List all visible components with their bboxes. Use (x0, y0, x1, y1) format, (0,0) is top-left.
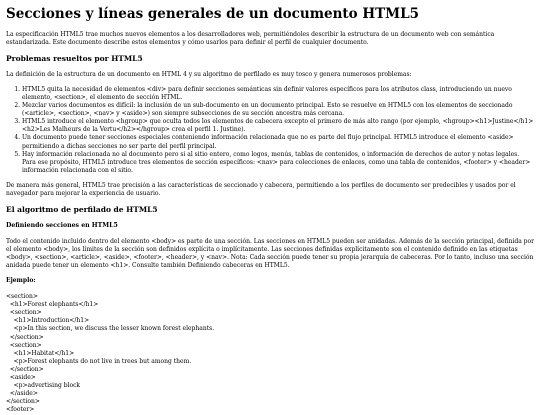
code-line: <p>Forest elephants do not live in trees but among them. (6, 357, 192, 365)
code-line: </section> (6, 365, 44, 373)
code-line: <h1>Habitat</h1> (6, 349, 75, 357)
list-item: 4. Un documento puede tener secciones especiales conteniendo información relacionada que no es parte del flujo principal. HTML5 introduce el elemento <aside> permitiendo a dichas secciones no ser parte del perfil principal. (22, 134, 534, 150)
code-line: <footer> (6, 406, 35, 414)
algorithm-body: Todo el contenido incluido dentro del elemento <body> es parte de una sección. Las secciones en HTML5 pueden ser anidadas. Además de la sección principal, definida por el elemento <body>, los límites de la sección son definidos explícita o implícitamente. Las secciones definidas explícitamente son el contenido definido en las etiquetas <body>, <section>, <article>, <aside>, <footer>, <header>, y <nav>. Nota: Cada sección puede tener su propia jerarquía de cabeceras. Por lo tanto, incluso una sección anidada puede tener un elemento <h1>. Consulte también Definiendo cabeceras en HTML5. (6, 237, 535, 269)
section-heading-algorithm: El algoritmo de perfilado de HTML5 (6, 205, 158, 215)
example-label: Ejemplo: (6, 277, 36, 284)
page-title: Secciones y líneas generales de un documento HTML5 (6, 6, 419, 22)
code-example (6, 293, 534, 414)
intro-paragraph: La especificación HTML5 trae muchos nuevos elementos a los desarrolladores web, permitiéndoles describir la estructura de un documento web con semántica estandarizada. Este documento describe estos elementos y cómo usarlos para definir el perfil de cualquier documento. (6, 30, 495, 46)
code-line: <h1>Introduction</h1> (6, 317, 90, 325)
problems-closing: De manera más general, HTML5 trae precisión a las características de seccionado y cabecera, permitiendo a los perfiles de documento ser predecibles y usados por el navegador para mejorar la experiencia de usuario. (6, 181, 516, 198)
section-heading-problems: Problemas resueltos por HTML5 (6, 53, 143, 63)
list-item: 2. Mezclar varios documentos es difícil: la inclusión de un sub-documento en un documento principal. Esto se resuelve en HTML5 con los elementos de seccionado (<article>, <section>, <nav> y <aside>) son siempre subsecciones de su sección ancestra más cercana. (22, 102, 534, 118)
list-item: 3. HTML5 introduce el elemento <hgroup> que oculta todos los elementos de cabecera excepto el primero de más alto rango (por ejemplo, <hgroup><h1>Justine</h1><h2>Les Malheurs de la Vertu</h2></hgroup> crea el perfil 1. Justine). (22, 118, 534, 134)
code-line: <h1>Forest elephants</h1> (6, 301, 99, 309)
code-line: <p>In this section, we discuss the lesser known forest elephants. (6, 325, 215, 333)
code-line: <section> (6, 309, 42, 317)
list-item: 1. HTML5 quita la necesidad de elementos <div> para definir secciones semánticas sin definir valores específicos para los atributos class, introduciendo un nuevo elemento, <section>, el elemento de sección HTML. (22, 86, 534, 102)
code-line: <aside> (6, 374, 36, 382)
code-line: </section> (6, 398, 40, 406)
code-line: </aside> (6, 390, 38, 398)
code-line: <section> (6, 293, 38, 301)
problems-lead: La definición de la estructura de un documento en HTML 4 y su algoritmo de perfilado es muy tosco y genera numerosos problemas: (6, 70, 412, 78)
problems-list (6, 86, 534, 175)
code-line: <p>advertising block (6, 382, 81, 390)
subheading-defining-sections: Definiendo secciones en HTML5 (6, 222, 118, 230)
list-item: 5. Hay información relacionada no al documento pero si al sitio entero, como logos, menús, tablas de contenidos, o información de derechos de autor y notas legales. Para ese propósito, HTML5 introduce tres elementos de sección específicos: <nav> para colecciones de enlaces, como una tabla de contenidos, <footer> y <header> información relacionada con el sitio. (22, 151, 534, 175)
code-line: </section> (6, 333, 44, 341)
code-line: <section> (6, 341, 42, 349)
